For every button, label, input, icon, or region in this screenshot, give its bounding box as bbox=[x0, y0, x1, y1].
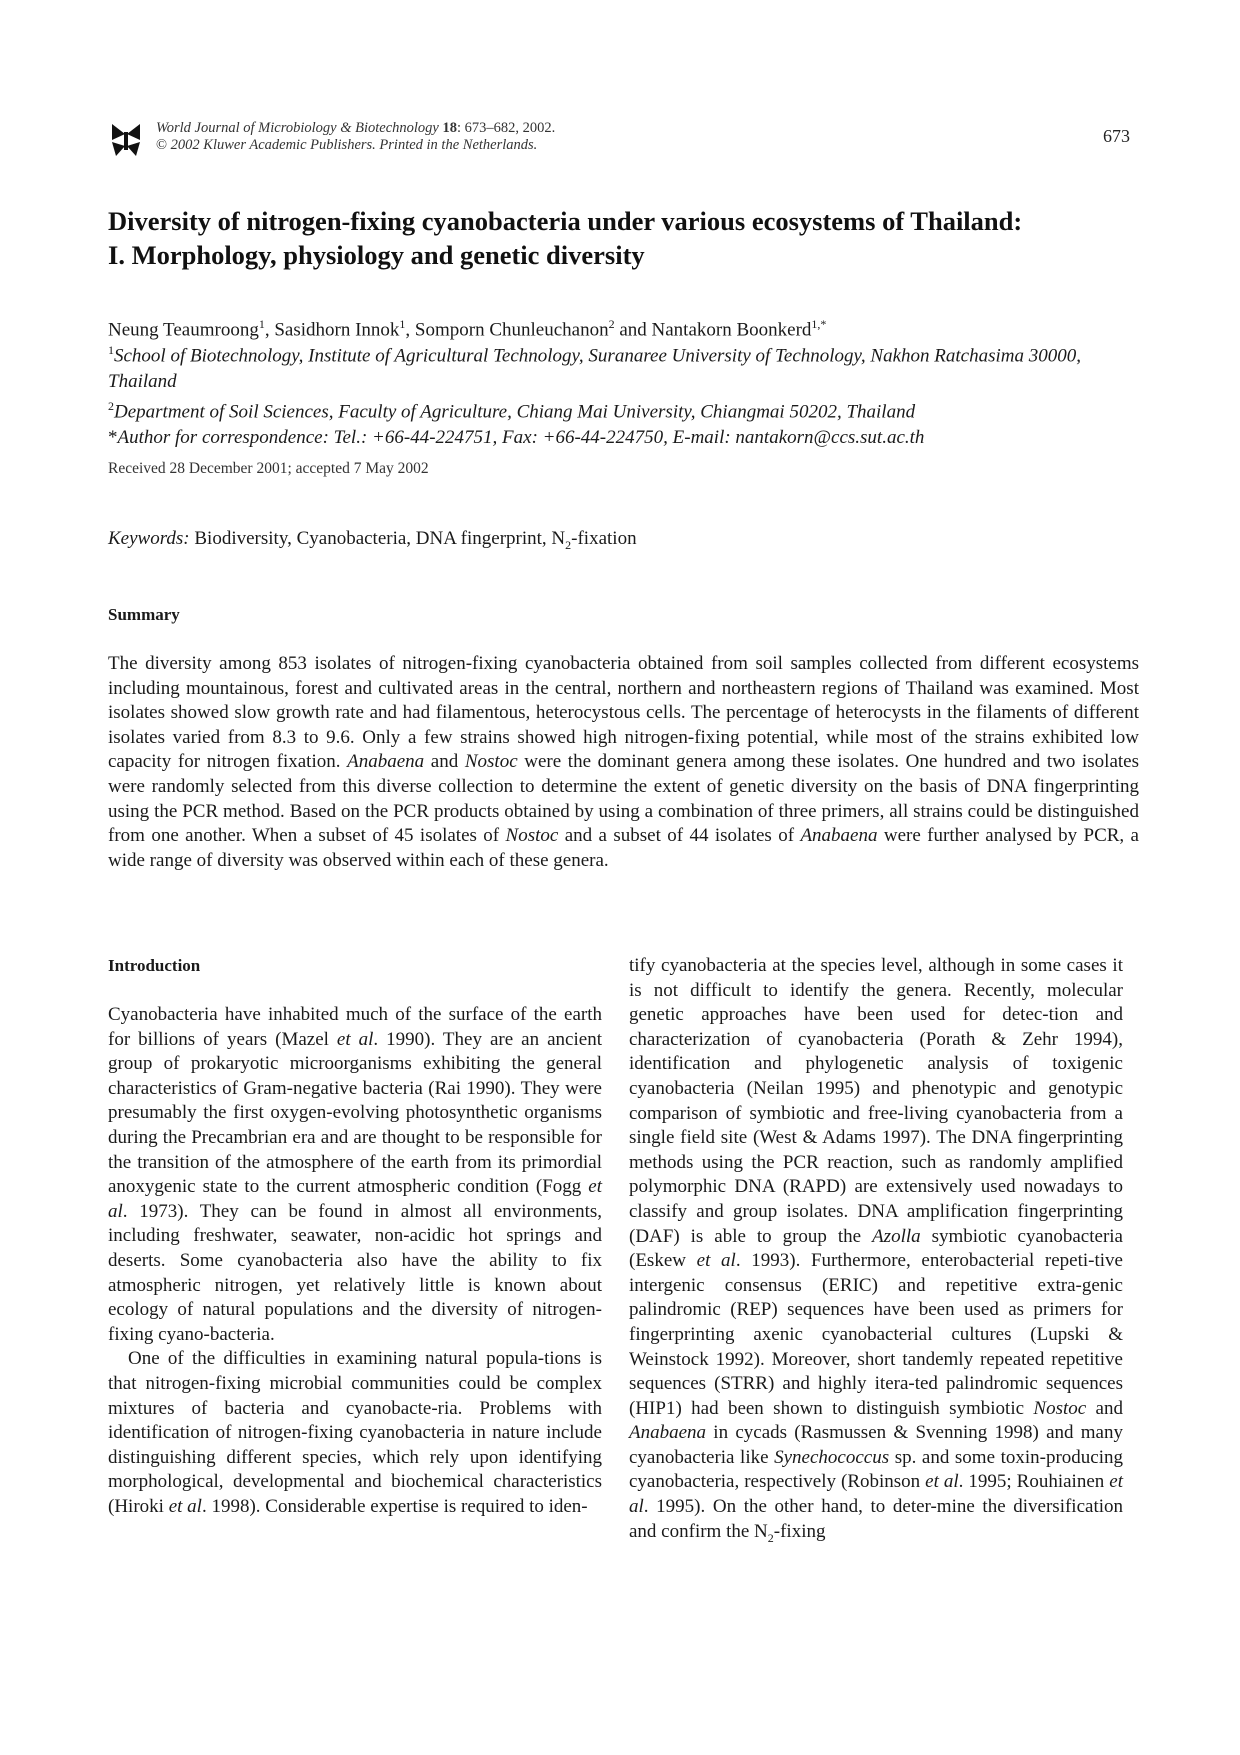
intro-paragraph-2-continued bbox=[629, 954, 1123, 1550]
author-affil-sup: 2 bbox=[608, 317, 615, 331]
text-run: and bbox=[1086, 1397, 1123, 1419]
author-affil-sup: 1 bbox=[258, 317, 265, 331]
running-header bbox=[110, 120, 1130, 160]
keywords-tail: -fixation bbox=[571, 528, 637, 549]
affiliation-text: School of Biotechnology, Institute of Agricultural Technology, Suranaree University of Technology, Nakhon Ratchasima 30000, Thailand bbox=[108, 345, 1081, 392]
text-run: in cycads (Rasmussen & Svenning 1998) and many cyanobacteria like bbox=[629, 1422, 1123, 1468]
correspondence-star: * bbox=[108, 427, 118, 449]
text-run: . 1973). They can be found in almost all environments, including freshwater, seawater, non-acidic hot springs and deserts. Some cyanobacteria also have the ability to fix atmospheric nitrogen, yet relatively little is known about ecology of natural populations and the diversity of nitrogen-fixing cyano-bacteria. bbox=[108, 1200, 602, 1345]
text-italic: et al bbox=[696, 1250, 736, 1272]
journal-name: World Journal of Microbiology & Biotechnology bbox=[156, 120, 439, 136]
copyright-line: 2002 Kluwer Academic Publishers. Printed in the Netherlands. bbox=[167, 137, 538, 153]
paper-title bbox=[108, 204, 1138, 272]
text-run: One of the difficulties in examining natural popula-tions is that nitrogen-fixing microbial communities could be complex mixtures of bacteria and cyanobacte-ria. Problems with identification of nitrogen-fixing cyanobacteria in nature include distinguishing different species, which rely upon identifying morphological, developmental and biochemical characteristics (Hiroki bbox=[108, 1348, 602, 1517]
keywords-sub: 2 bbox=[565, 537, 572, 552]
text-run: . 1993). Furthermore, enterobacterial repeti-tive intergenic consensus (ERIC) and repetitive extra-genic palindromic (REP) sequences have been used as primers for fingerprinting axenic cyanobacterial cultures (Lupski & Weinstock 1992). Moreover, short tandemly repeated repetitive sequences (STRR) and highly itera-ted palindromic sequences (HIP1) had been shown to distinguish symbiotic bbox=[629, 1250, 1123, 1419]
text-run: symbiotic cyanobacteria (Eskew bbox=[629, 1225, 1123, 1272]
correspondence-tel: +66-44-224751 bbox=[372, 427, 493, 449]
text-run: . 1998). Considerable expertise is required to iden- bbox=[201, 1495, 588, 1517]
journal-volume: 18 bbox=[442, 120, 457, 136]
intro-paragraph-2 bbox=[108, 1347, 602, 1519]
author-separator: and bbox=[614, 319, 652, 341]
summary-text bbox=[108, 652, 1139, 873]
author-affil-sup: 1 bbox=[399, 317, 406, 331]
intro-paragraph-1 bbox=[108, 1003, 602, 1347]
correspondence-fax-label: , Fax: bbox=[492, 427, 543, 449]
text-italic: Azolla bbox=[872, 1225, 921, 1247]
text-subscript: 2 bbox=[767, 1530, 774, 1545]
title-line-1: Diversity of nitrogen-fixing cyanobacteria under various ecosystems of Thailand: bbox=[108, 206, 1023, 236]
publisher-logo-icon bbox=[110, 122, 142, 158]
keywords bbox=[108, 528, 1138, 553]
text-italic: Synechococcus bbox=[774, 1446, 890, 1468]
text-run: -fixing bbox=[773, 1520, 826, 1542]
journal-citation bbox=[156, 120, 555, 154]
text-run: . 1995). On the other hand, to deter-mine the diversification and confirm the N bbox=[629, 1496, 1123, 1542]
text-italic: et al bbox=[108, 1176, 602, 1222]
summary-heading: Summary bbox=[108, 605, 180, 624]
summary-run: The diversity among 853 isolates of nitrogen-fixing cyanobacteria obtained from soil samples collected from different ecosystems including mountainous, forest and cultivated areas in the central, northern and northeastern regions of Thailand was examined. Most isolates showed slow growth rate and had filamentous, heterocystous cells. The percentage of heterocysts in the filaments of different isolates varied from 8.3 to 9.6. Only a few strains showed high nitrogen-fixing potential, while most of the strains exhibited low capacity for nitrogen fixation. bbox=[108, 653, 1139, 773]
text-run: sp. and some toxin-producing cyanobacteria, respectively (Robinson bbox=[629, 1446, 1124, 1493]
affiliation-sup: 1 bbox=[108, 343, 114, 357]
affiliation-text: Department of Soil Sciences, Faculty of Agriculture, Chiang Mai University, Chiangmai 50202, Thailand bbox=[114, 401, 916, 423]
summary-genus: Anabaena bbox=[800, 825, 878, 847]
body-column-right bbox=[629, 954, 1123, 1550]
author-name: Sasidhorn Innok bbox=[274, 319, 400, 341]
affiliation-2 bbox=[108, 394, 1138, 425]
author-name: Somporn Chunleuchanon bbox=[414, 319, 609, 341]
summary-genus: Anabaena bbox=[347, 751, 425, 773]
text-run: . 1990). They are an ancient group of prokaryotic microorganisms exhibiting the general characteristics of Gram-negative bacteria (Rai 1990). They were presumably the first oxygen-evolving photosynthetic organisms during the Precambrian era and are thought to be responsible for the transition of the atmosphere of the earth from its primordial anoxygenic state to the current atmospheric condition (Fogg bbox=[108, 1028, 602, 1198]
page-number: 673 bbox=[1103, 126, 1130, 146]
text-italic: et al bbox=[336, 1028, 374, 1050]
affiliation-sup: 2 bbox=[108, 399, 114, 414]
copyright-symbol: © bbox=[156, 137, 168, 153]
author-name: Nantakorn Boonkerd bbox=[651, 319, 812, 341]
text-italic: et al bbox=[925, 1471, 959, 1493]
journal-pages: : 673–682, 2002. bbox=[456, 120, 556, 136]
summary-genus: Nostoc bbox=[505, 825, 559, 847]
text-italic: Nostoc bbox=[1033, 1397, 1087, 1419]
summary-run: and bbox=[424, 751, 465, 773]
correspondence-email: , E-mail: nantakorn@ccs.sut.ac.th bbox=[663, 427, 925, 449]
text-italic: Anabaena bbox=[629, 1422, 707, 1444]
affiliation-1 bbox=[108, 338, 1138, 394]
title-line-2: I. Morphology, physiology and genetic diversity bbox=[108, 240, 645, 270]
text-italic: et al bbox=[168, 1495, 202, 1517]
summary-run: were the dominant genera among these isolates. One hundred and two isolates were randomly selected from this diverse collection to determine the extent of genetic diversity on the basis of DNA fingerprinting using the PCR method. Based on the PCR products obtained by using a combination of three primers, all strains could be distinguished from one another. When a subset of 45 isolates of bbox=[108, 751, 1140, 847]
author-separator: , bbox=[405, 319, 415, 341]
introduction-heading: Introduction bbox=[108, 956, 201, 975]
correspondence-fax: +66-44-224750 bbox=[542, 427, 664, 449]
text-italic: et al bbox=[629, 1471, 1123, 1518]
received-dates: Received 28 December 2001; accepted 7 May 2002 bbox=[108, 460, 429, 477]
summary-run: were further analysed by PCR, a wide range of diversity was observed within each of these genera. bbox=[108, 825, 1139, 871]
body-column-left bbox=[108, 1003, 602, 1519]
text-run: tify cyanobacteria at the species level, although in some cases it is not difficult to identify the genera. Recently, molecular genetic approaches have been used for detec-tion and characterization of cyanobacteria (Porath & Zehr 1994), identification and phylogenetic analysis of toxigenic cyanobacteria (Neilan 1995) and phenotypic and genotypic comparison of symbiotic and free-living cyanobacteria from a single field site (West & Adams 1997). The DNA fingerprinting methods using the PCR reaction, such as randomly amplified polymorphic DNA (RAPD) are extensively used nowadays to classify and group isolates. DNA amplification fingerprinting (DAF) is able to group the bbox=[629, 955, 1123, 1247]
correspondence-label: Author for correspondence: Tel.: bbox=[117, 427, 373, 449]
summary-run: and a subset of 44 isolates of bbox=[558, 825, 801, 847]
summary-genus: Nostoc bbox=[464, 751, 518, 773]
text-run: . 1995; Rouhiainen bbox=[958, 1471, 1110, 1493]
author-separator: , bbox=[264, 319, 275, 341]
keywords-label: Keywords: bbox=[108, 528, 190, 549]
author-name: Neung Teaumroong bbox=[108, 319, 259, 341]
affiliations bbox=[108, 338, 1138, 451]
text-run: Cyanobacteria have inhabited much of the surface of the earth for billions of years (Mazel bbox=[108, 1004, 602, 1050]
author-affil-sup: 1,* bbox=[811, 317, 827, 331]
keywords-text: Biodiversity, Cyanobacteria, DNA fingerprint, N bbox=[189, 528, 566, 549]
correspondence bbox=[108, 425, 1138, 451]
